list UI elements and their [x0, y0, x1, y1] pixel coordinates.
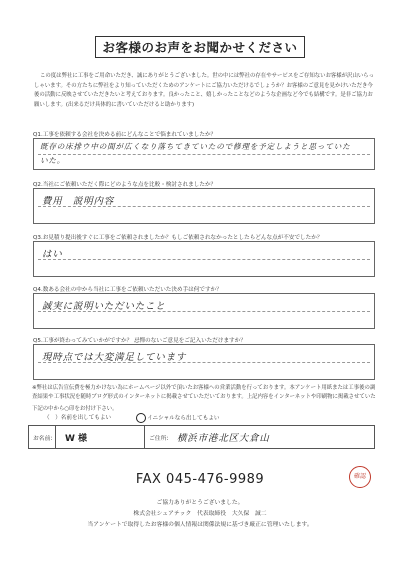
intro-paragraph: この度は弊社に工事をご用命いただき、誠にありがとうございました。世の中には弊社の存在やサービスをご存知ないお客様が沢山いらっしゃいます。その方たちに弊社をより知っていただくためのアンケートにご協力いただけるでしょうか？お客様のご意見を見かけいただき今後の活動に反映させていただきたいと考えております。良かったこと、嬉しかったことなどのような企画など今でも結構です。是非ご協力お願いします。(出来るだけ具体的に書いていただけると助かります)	[34, 73, 375, 108]
answer-box-4	[33, 293, 375, 329]
intro-text	[34, 72, 374, 110]
name-label: お名前:	[33, 436, 53, 442]
footer-privacy: 当アンケートで取得したお客様の個人情報は関係法規に基づき厳正に管理いたします。	[87, 522, 313, 528]
answer-box-3	[33, 241, 375, 277]
choice-initial-label: イニシャルなら出してもよい	[147, 415, 220, 422]
answer-box-1	[33, 138, 375, 170]
footer-company: 株式会社シェアテック 代表取締役 大久保 誠二	[133, 511, 267, 517]
page-title: お客様のお声をお聞かせください	[95, 36, 305, 58]
answer-2-line-1: 費用 説明内容	[42, 196, 115, 207]
answer-1-line-1: 既存の床排ウ中の間が広くなり落ちてきていたので修理を予定しようと思っていた	[40, 142, 351, 151]
question-4-label: Q4.数ある会社の中から当社に工事をご依頼いただいた決め手は何ですか？	[33, 287, 222, 293]
name-address-box	[28, 425, 375, 449]
confirm-stamp: 確認	[349, 466, 371, 488]
question-3-label: Q3.お見積り提出後すぐに工事をご依頼されましたか？もしご依頼されなかったとしたらどんな点が不安でしたか？	[33, 235, 323, 241]
fax-number: FAX 045-476-9989	[135, 472, 265, 487]
name-value: W 様	[65, 434, 88, 444]
answer-5-line-1: 現時点では大変満足しています	[42, 352, 187, 363]
footer-thanks: ご協力ありがとうございました。	[156, 500, 244, 506]
answer-box-5	[33, 344, 375, 380]
note-text: ※弊社は広告宣伝費を極力かけない為にホームページ以外で頂いたお客様への営業活動を行っております。本アンケート用紙または工事後の調査結果や工事状況を随時ブログ形式のインターネットに掲載させていただいております。上記内容をインターネットや印刷物に掲載させていた	[32, 385, 376, 401]
choices	[44, 413, 220, 423]
answer-1-line-2: いた。	[40, 156, 66, 165]
question-1-label: Q1.工事を依頼する会社を決める前にどんなことで悩まれていましたか？	[33, 132, 217, 138]
publication-note	[32, 384, 377, 402]
choice-prompt: 下記の中から○印をお付け下さい。	[32, 406, 118, 412]
answer-rule	[38, 154, 370, 155]
answer-4-line-1: 誠実に説明いただいたこと	[42, 301, 166, 312]
divider	[144, 426, 145, 448]
choice-initial-ok[interactable]	[135, 413, 219, 423]
selected-circle-icon	[136, 413, 146, 423]
answer-box-2	[33, 188, 375, 224]
question-5-label: Q5.工事が終わってみていかがですか？ 忌憚のないご意見をご記入いただけますか？	[33, 338, 246, 344]
answer-3-line-1: はい	[42, 249, 63, 260]
choice-prompt-row	[32, 404, 118, 412]
divider	[55, 426, 56, 448]
answer-rule	[38, 259, 370, 260]
question-2-label: Q2.当社にご依頼いただく際にどのような点を比較・検討されましたか？	[33, 182, 217, 188]
address-label: ご住所:	[149, 436, 169, 442]
choice-name-ok[interactable]: （ ）名前を出してもよい	[44, 415, 112, 421]
address-value: 横浜市港北区大倉山	[177, 433, 270, 444]
